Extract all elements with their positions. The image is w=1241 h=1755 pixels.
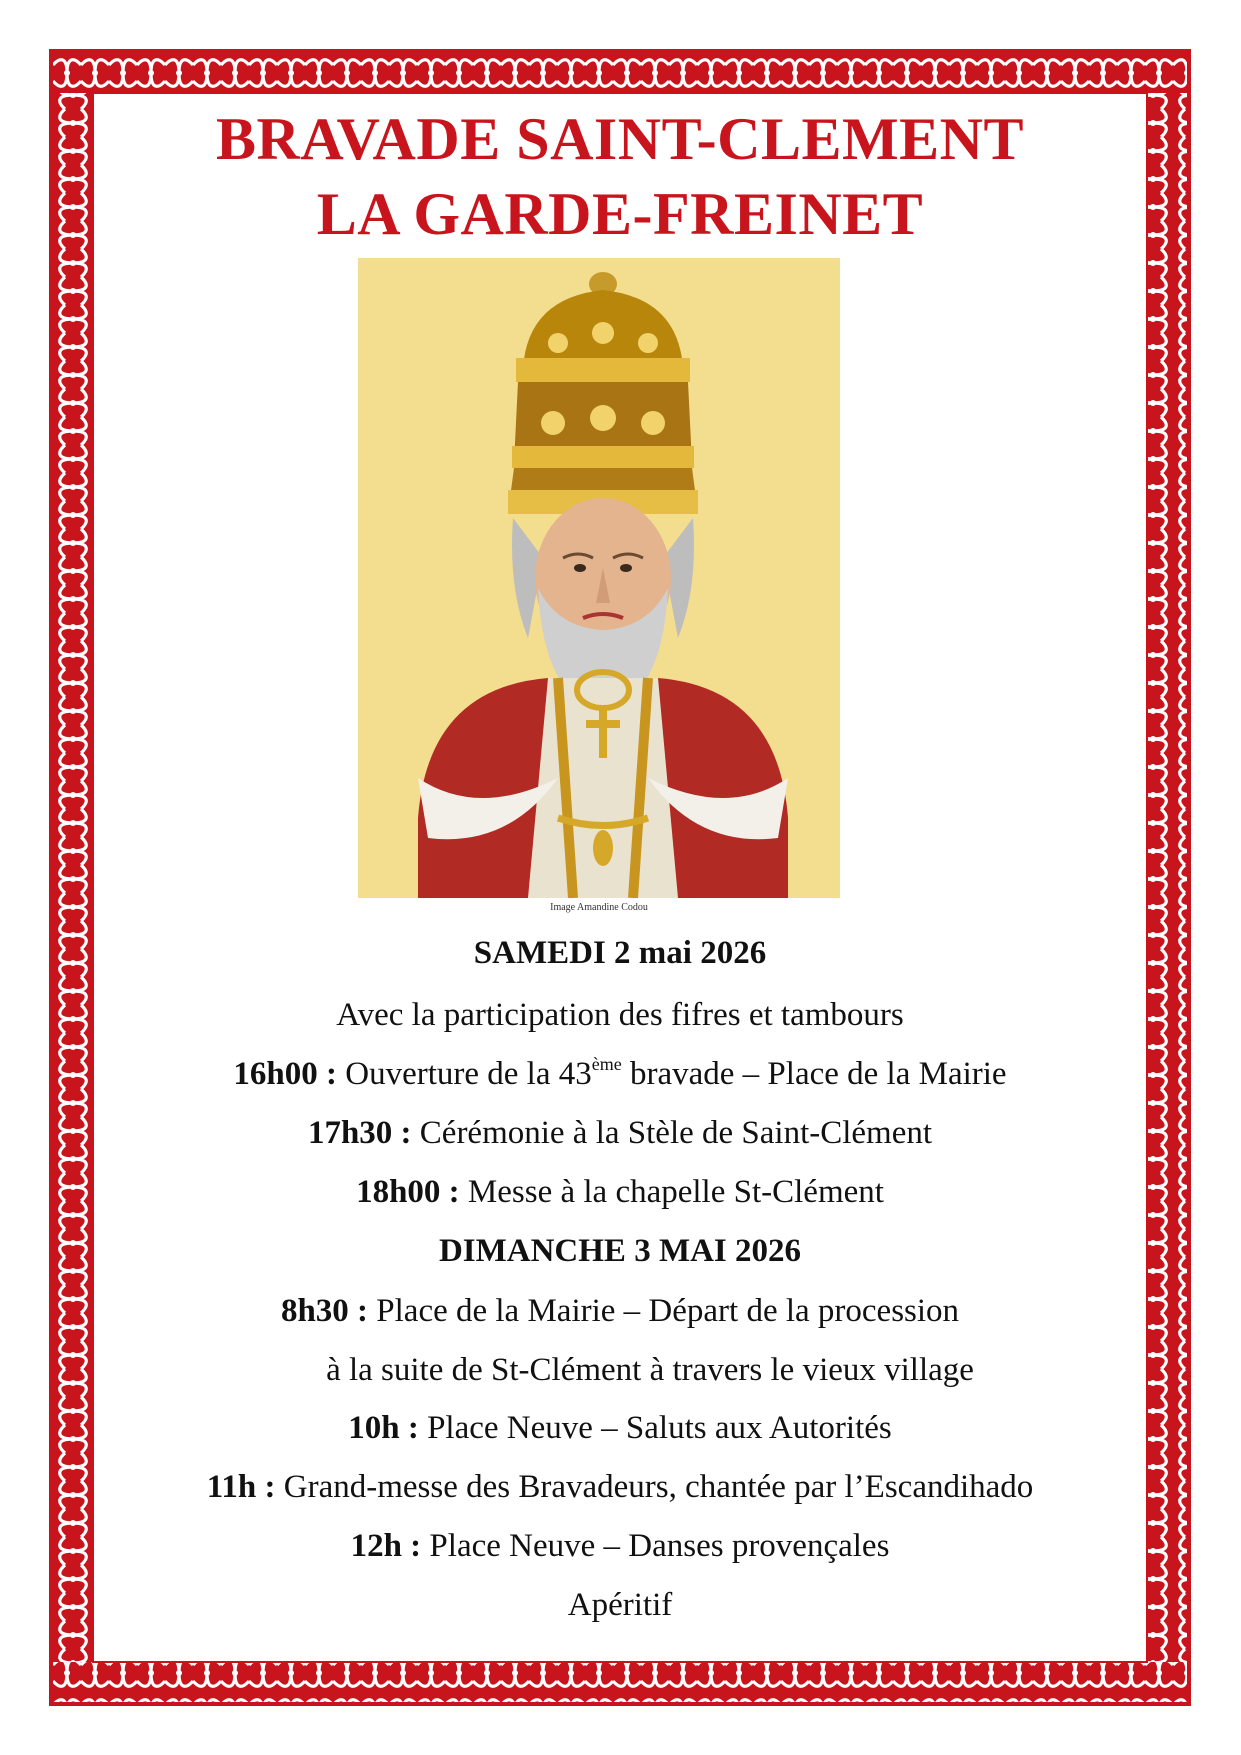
event-time: 12h : bbox=[350, 1528, 422, 1564]
event-text: bravade – Place de la Mairie bbox=[621, 1056, 1007, 1092]
event-time: 18h00 : bbox=[356, 1174, 460, 1210]
saturday-event-3 bbox=[100, 1174, 1140, 1211]
saturday-event-1 bbox=[100, 1056, 1140, 1093]
sunday-event-1-continued: à la suite de St-Clément à travers le vieux village bbox=[326, 1352, 974, 1388]
event-text: Place de la Mairie – Départ de la procession bbox=[368, 1293, 960, 1329]
saturday-event-2 bbox=[100, 1115, 1140, 1152]
event-text: Ouverture de la 43 bbox=[337, 1056, 592, 1092]
photo-credit: Image Amandine Codou bbox=[550, 902, 648, 913]
saturday-heading: SAMEDI 2 mai 2026 bbox=[473, 935, 767, 971]
sunday-event-5: Apéritif bbox=[567, 1587, 673, 1623]
sunday-event-3 bbox=[100, 1469, 1140, 1506]
sunday-event-2 bbox=[100, 1410, 1140, 1447]
event-text: Place Neuve – Saluts aux Autorités bbox=[418, 1410, 892, 1446]
sunday-event-1 bbox=[100, 1293, 1140, 1330]
event-time: 10h : bbox=[348, 1410, 419, 1446]
event-text: Place Neuve – Danses provençales bbox=[421, 1528, 890, 1564]
event-time: 16h00 : bbox=[233, 1056, 338, 1092]
event-time: 11h : bbox=[206, 1469, 276, 1505]
saturday-intro: Avec la participation des fifres et tambours bbox=[336, 997, 904, 1033]
event-text: Cérémonie à la Stèle de Saint-Clément bbox=[411, 1115, 933, 1151]
event-superscript: ème bbox=[591, 1054, 622, 1074]
poster-title-line1: BRAVADE SAINT-CLEMENT bbox=[216, 106, 1024, 172]
sunday-heading: DIMANCHE 3 MAI 2026 bbox=[438, 1233, 802, 1269]
event-time: 17h30 : bbox=[307, 1115, 412, 1151]
event-text: Grand-messe des Bravadeurs, chantée par l’Escandihado bbox=[275, 1469, 1034, 1505]
sunday-event-4 bbox=[100, 1528, 1140, 1565]
event-time: 8h30 : bbox=[280, 1293, 369, 1329]
saint-clement-bust-icon bbox=[358, 258, 840, 898]
poster-title-line2: LA GARDE-FREINET bbox=[316, 181, 924, 247]
saint-clement-photo bbox=[358, 258, 840, 898]
event-text: Messe à la chapelle St-Clément bbox=[459, 1174, 884, 1210]
